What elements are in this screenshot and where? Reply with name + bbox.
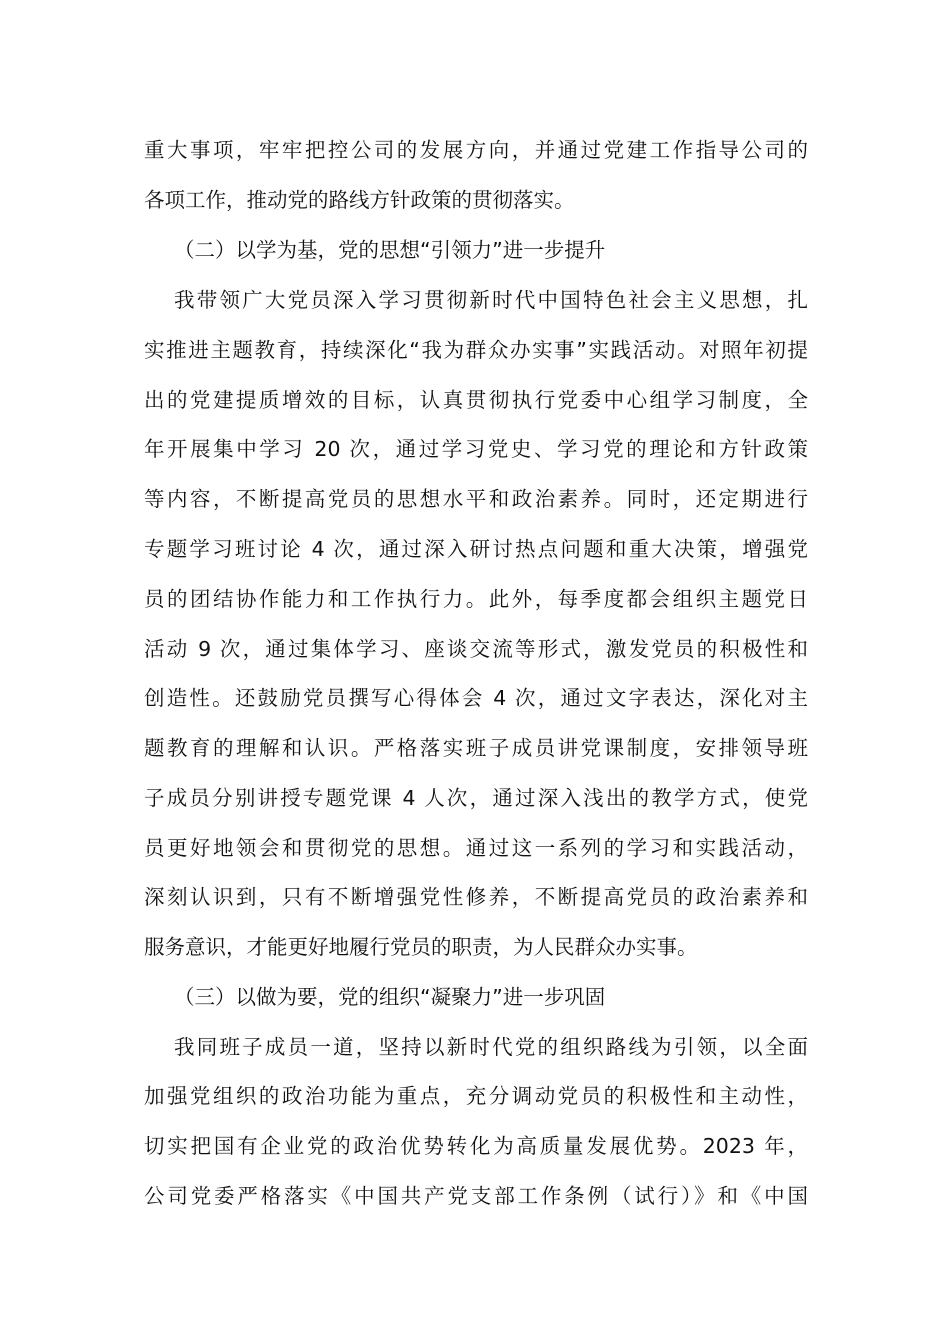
paragraph-line: 切实把国有企业党的政治优势转化为高质量发展优势。2023 年， xyxy=(144,1134,808,1158)
paragraph-line: 员的团结协作能力和工作执行力。此外，每季度都会组织主题党日 xyxy=(144,587,808,611)
paragraph-line: 题教育的理解和认识。严格落实班子成员讲党课制度，安排领导班 xyxy=(144,736,808,760)
paragraph-line: 我同班子成员一道，坚持以新时代党的组织路线为引领，以全面 xyxy=(174,1035,808,1059)
paragraph-line: 年开展集中学习 20 次，通过学习党史、学习党的理论和方针政策 xyxy=(144,437,808,461)
paragraph-line: 我带领广大党员深入学习贯彻新时代中国特色社会主义思想，扎 xyxy=(174,288,808,312)
paragraph-line: 出的党建提质增效的目标，认真贯彻执行党委中心组学习制度，全 xyxy=(144,388,808,412)
paragraph-line: 等内容，不断提高党员的思想水平和政治素养。同时，还定期进行 xyxy=(144,487,808,511)
section-heading: （二）以学为基，党的思想“引领力”进一步提升 xyxy=(174,238,606,262)
paragraph-line: 创造性。还鼓励党员撰写心得体会 4 次，通过文字表达，深化对主 xyxy=(144,686,808,710)
paragraph-line: 公司党委严格落实《中国共产党支部工作条例（试行）》和《中国 xyxy=(144,1184,808,1208)
paragraph-line: 重大事项，牢牢把控公司的发展方向，并通过党建工作指导公司的 xyxy=(144,138,808,162)
paragraph-line: 子成员分别讲授专题党课 4 人次，通过深入浅出的教学方式，使党 xyxy=(144,786,808,810)
paragraph-line: 实推进主题教育，持续深化“我为群众办实事”实践活动。对照年初提 xyxy=(144,338,808,362)
paragraph-line: 深刻认识到，只有不断增强党性修养，不断提高党员的政治素养和 xyxy=(144,885,808,909)
paragraph-line: 员更好地领会和贯彻党的思想。通过这一系列的学习和实践活动， xyxy=(144,836,808,860)
paragraph-line: 服务意识，才能更好地履行党员的职责，为人民群众办实事。 xyxy=(144,935,698,959)
paragraph-line: 各项工作，推动党的路线方针政策的贯彻落实。 xyxy=(144,188,575,212)
paragraph-line: 加强党组织的政治功能为重点，充分调动党员的积极性和主动性， xyxy=(144,1084,808,1108)
paragraph-line: 活动 9 次，通过集体学习、座谈交流等形式，激发党员的积极性和 xyxy=(144,637,808,661)
section-heading: （三）以做为要，党的组织“凝聚力”进一步巩固 xyxy=(174,985,606,1009)
paragraph-line: 专题学习班讨论 4 次，通过深入研讨热点问题和重大决策，增强党 xyxy=(144,537,808,561)
